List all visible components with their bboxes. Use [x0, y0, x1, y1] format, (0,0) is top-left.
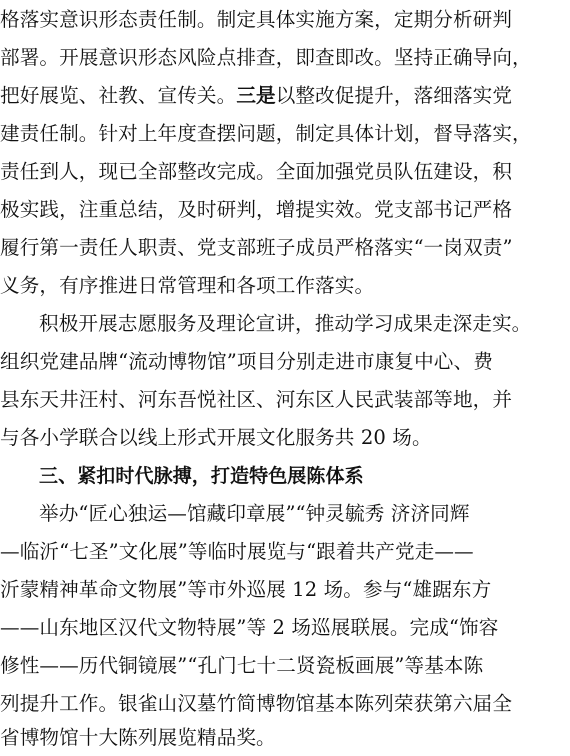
text-line-10: 组织党建品牌“流动博物馆”项目分别走进市康复中心、费	[0, 350, 493, 373]
text-line-17: ——山东地区汉代文物特展”等 2 场巡展联展。完成“饰容	[0, 616, 499, 639]
text-line-4: 建责任制。针对上年度查摆问题，制定具体计划，督导落实，	[0, 122, 532, 145]
section-heading: 三、紧扣时代脉搏，打造特色展陈体系	[39, 465, 364, 487]
text-line-11: 县东天井汪村、河东吾悦社区、河东区人民武装部等地，并	[0, 388, 513, 411]
text-line-1: 格落实意识形态责任制。制定具体实施方案，定期分析研判	[0, 8, 513, 31]
text-line-12: 与各小学联合以线上形式开展文化服务共 20 场。	[0, 426, 432, 449]
text-line-6: 极实践，注重总结，及时研判，增提实效。党支部书记严格	[0, 198, 513, 221]
text-segment: 以整改促提升，落细落实党	[275, 84, 513, 107]
text-line-19: 列提升工作。银雀山汉墓竹简博物馆基本陈列荣获第六届全	[0, 692, 513, 715]
text-line-3	[0, 78, 570, 114]
text-line-7: 履行第一责任人职责、党支部班子成员严格落实“一岗双责”	[0, 236, 513, 259]
text-line-2: 部署。开展意识形态风险点排查，即查即改。坚持正确导向，	[0, 46, 532, 69]
text-line-15: —临沂“七圣”文化展”等临时展览与“跟着共产党走——	[0, 540, 474, 563]
text-line-20: 省博物馆十大陈列展览精品奖。	[0, 726, 276, 749]
text-line-8: 义务，有序推进日常管理和各项工作落实。	[0, 274, 375, 297]
bold-marker: 三是	[236, 84, 276, 107]
text-segment: 把好展览、社教、宣传关。	[0, 84, 237, 107]
paragraph-start-line: 举办“匠心独运—馆藏印章展”“钟灵毓秀 济济同辉	[39, 502, 470, 525]
text-line-18: 修性——历代铜镜展”“孔门七十二贤瓷板画展”等基本陈	[0, 654, 484, 677]
text-line-16: 沂蒙精神革命文物展”等市外巡展 12 场。参与“雄踞东方	[0, 578, 492, 601]
text-line-5: 责任到人，现已全部整改完成。全面加强党员队伍建设，积	[0, 160, 513, 183]
paragraph-start-line: 积极开展志愿服务及理论宣讲，推动学习成果走深走实。	[39, 312, 532, 335]
